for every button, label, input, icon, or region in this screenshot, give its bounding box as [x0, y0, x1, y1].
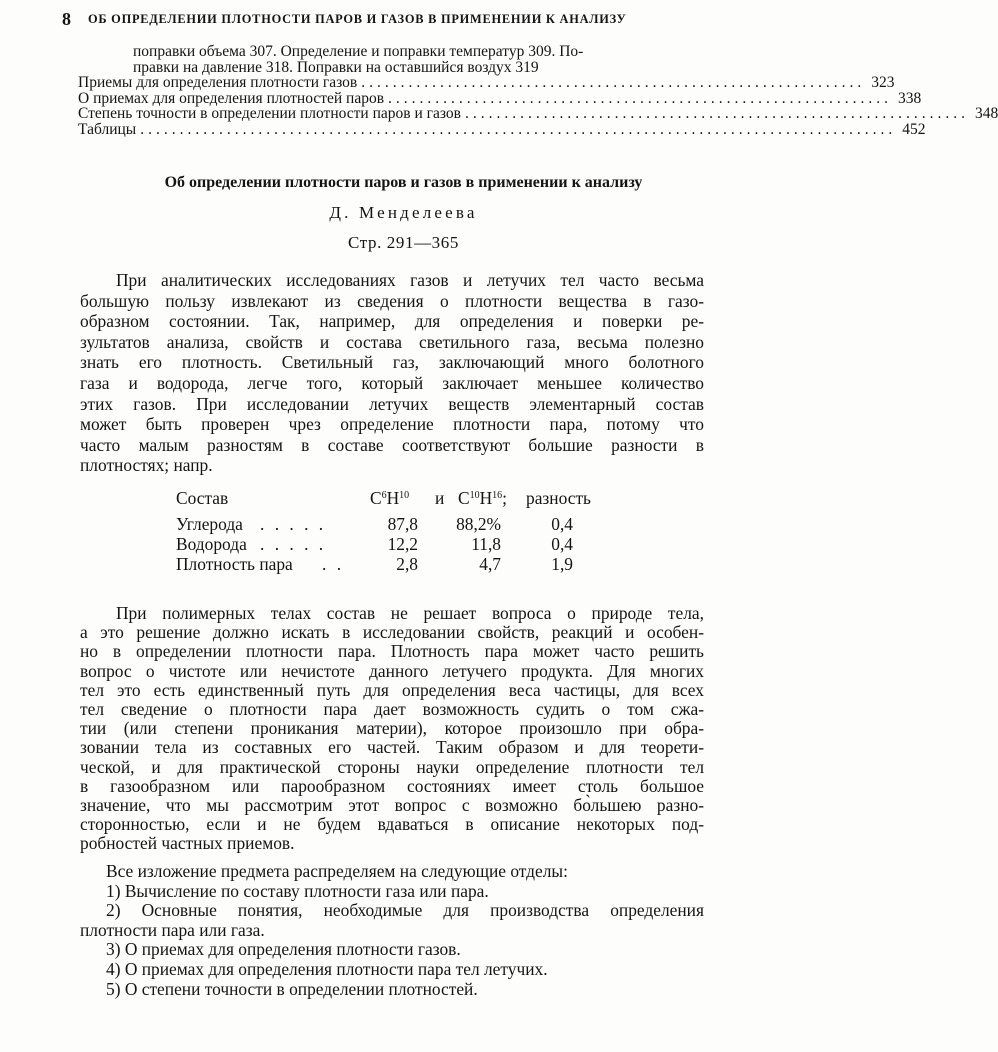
- toc-leader: ................................................................................................: [140, 120, 897, 138]
- toc-continuation-line: поправки объема 307. Определение и поправки температур 309. По-: [133, 43, 584, 60]
- toc-entry-title: О приемах для определения плотностей паров: [78, 89, 385, 107]
- section-outline: [80, 862, 704, 999]
- value-c6h10: 12,2: [387, 534, 418, 554]
- paragraph-line: зовании тела из составных его частей. Таким образом и для теорети-: [80, 737, 704, 758]
- running-header: [62, 9, 722, 31]
- paragraph-line: При аналитических исследованиях газов и летучих тел часто весьма: [116, 270, 704, 290]
- toc-entry-page: 323: [871, 74, 895, 92]
- paragraph-line: в газообразном или парообразном состояниях имеет столь большое: [80, 775, 704, 796]
- paragraph-line: ческой, и для практической стороны науки определение плотности тел: [80, 756, 704, 777]
- paragraph-line: большую пользу извлекают из сведения о плотности вещества в газо-: [80, 290, 704, 311]
- running-header-title: ОБ ОПРЕДЕЛЕНИИ ПЛОТНОСТИ ПАРОВ И ГАЗОВ В ПРИМЕНЕНИИ К АНАЛИЗУ: [88, 12, 627, 26]
- paragraph-line: сторонностью, если и не будем вдаваться в описание некоторых под-: [80, 814, 704, 835]
- toc-entry: [78, 74, 895, 92]
- paragraph-line: вопрос о чистоте или нечистоте данного летучего продукта. Для многих: [80, 660, 704, 681]
- value-c6h10: 87,8: [387, 514, 418, 534]
- row-leader: . . . . .: [260, 514, 327, 534]
- value-c6h10: 2,8: [396, 554, 418, 574]
- row-label: Углерода: [176, 514, 243, 534]
- toc-leader: ................................................................: [388, 89, 893, 107]
- article-title: Об определении плотности паров и газов в применении к анализу: [164, 174, 643, 191]
- paragraph-line: зультатов анализа, свойств и состава светильного газа, весьма полезно: [80, 331, 704, 352]
- toc-entry-title: Приемы для определения плотности газов: [78, 74, 358, 92]
- value-difference: 1,9: [551, 554, 573, 574]
- value-c10h16: 88,2%: [456, 514, 501, 534]
- toc-entry: [78, 105, 998, 123]
- outline-item: 1) Вычисление по составу плотности газа или пара.: [106, 880, 489, 901]
- table-row: [176, 554, 626, 574]
- row-leader: . . . . .: [260, 534, 327, 554]
- outline-item-continuation: плотности пара или газа.: [80, 919, 265, 940]
- composition-table-header: [176, 488, 626, 514]
- paragraph-line: робностей частных приемов.: [80, 833, 295, 854]
- paragraph-line: но в определении плотности пара. Плотность пара может часто решить: [80, 641, 704, 662]
- toc-entry-page: 348: [974, 105, 998, 123]
- table-of-contents: [78, 43, 998, 138]
- value-c10h16: 11,8: [471, 534, 501, 554]
- paragraph-line: тел сведение о плотности пара дает возможность судить о том сжа-: [80, 699, 704, 720]
- value-difference: 0,4: [551, 514, 573, 534]
- formula-conjunction: и: [435, 488, 445, 508]
- polymer-paragraph: [80, 604, 704, 854]
- column-header-composition: Состав: [176, 488, 229, 508]
- formula-c6h10: $C^6H^{10}$: [370, 488, 410, 508]
- paragraph-line: знать его плотность. Светильный газ, заключающий много болотного: [80, 352, 704, 373]
- intro-paragraph: [80, 270, 704, 476]
- outline-item: 5) О степени точности в определении плотностей.: [106, 978, 478, 999]
- table-row: [176, 534, 626, 554]
- value-c10h16: 4,7: [479, 554, 501, 574]
- toc-entry-page: 452: [902, 120, 926, 138]
- paragraph-line: тел это есть единственный путь для определения веса частицы, для всех: [80, 679, 704, 700]
- paragraph-line: тии (или степени проникания материи), которое произошло при обра-: [80, 718, 704, 739]
- outline-item: 2) Основные понятия, необходимые для производства определения: [106, 900, 704, 921]
- page-number: 8: [62, 9, 71, 29]
- outline-item: 4) О приемах для определения плотности пара тел летучих.: [106, 958, 548, 979]
- article-pages: Стр. 291—365: [348, 233, 459, 252]
- toc-entry: [78, 89, 922, 107]
- paragraph-line: может быть проверен чрез определение плотности пара, потому что: [80, 414, 704, 435]
- paragraph-line: часто малым разностям в составе соответствуют большие разности в: [80, 434, 704, 455]
- outline-item: 3) О приемах для определения плотности газов.: [106, 939, 461, 960]
- column-header-difference: разность: [526, 488, 591, 508]
- row-label: Плотность пара: [176, 554, 293, 574]
- composition-table: [176, 488, 626, 574]
- toc-entry-title: Таблицы: [78, 120, 137, 138]
- paragraph-line: плотностях; напр.: [80, 455, 213, 476]
- toc-entry-page: 338: [898, 89, 922, 107]
- toc-leader: ................................................................: [464, 105, 969, 123]
- paragraph-line: этих газов. При исследовании летучих веществ элементарный состав: [80, 393, 704, 414]
- value-difference: 0,4: [551, 534, 573, 554]
- paragraph-line: газа и водорода, легче того, который заключает меньшее количество: [80, 372, 704, 393]
- toc-entry: [78, 120, 926, 138]
- paragraph-line: а это решение должно искать в исследовании свойств, реакций и особен-: [80, 622, 704, 643]
- paragraph-line: При полимерных телах состав не решает вопроса о природе тела,: [116, 603, 704, 623]
- outline-intro: Все изложение предмета распределяем на следующие отделы:: [106, 861, 568, 881]
- article-author: Д. Менделеева: [329, 203, 478, 222]
- row-leader: . .: [322, 554, 345, 574]
- toc-entry-title: Степень точности в определении плотности паров и газов: [78, 105, 461, 123]
- table-row: [176, 514, 626, 534]
- row-label: Водорода: [176, 534, 247, 554]
- formula-c10h16: $C^{10}H^{16}$;: [458, 488, 508, 508]
- paragraph-line: значение, что мы рассмотрим этот вопрос с возможно бо̀льшею разно-: [80, 795, 704, 816]
- toc-leader: ................................................................: [361, 74, 866, 92]
- paragraph-line: образном состоянии. Так, например, для определения и поверки ре-: [80, 311, 704, 332]
- toc-continuation-line: правки на давление 318. Поправки на оставшийся воздух 319: [133, 58, 539, 76]
